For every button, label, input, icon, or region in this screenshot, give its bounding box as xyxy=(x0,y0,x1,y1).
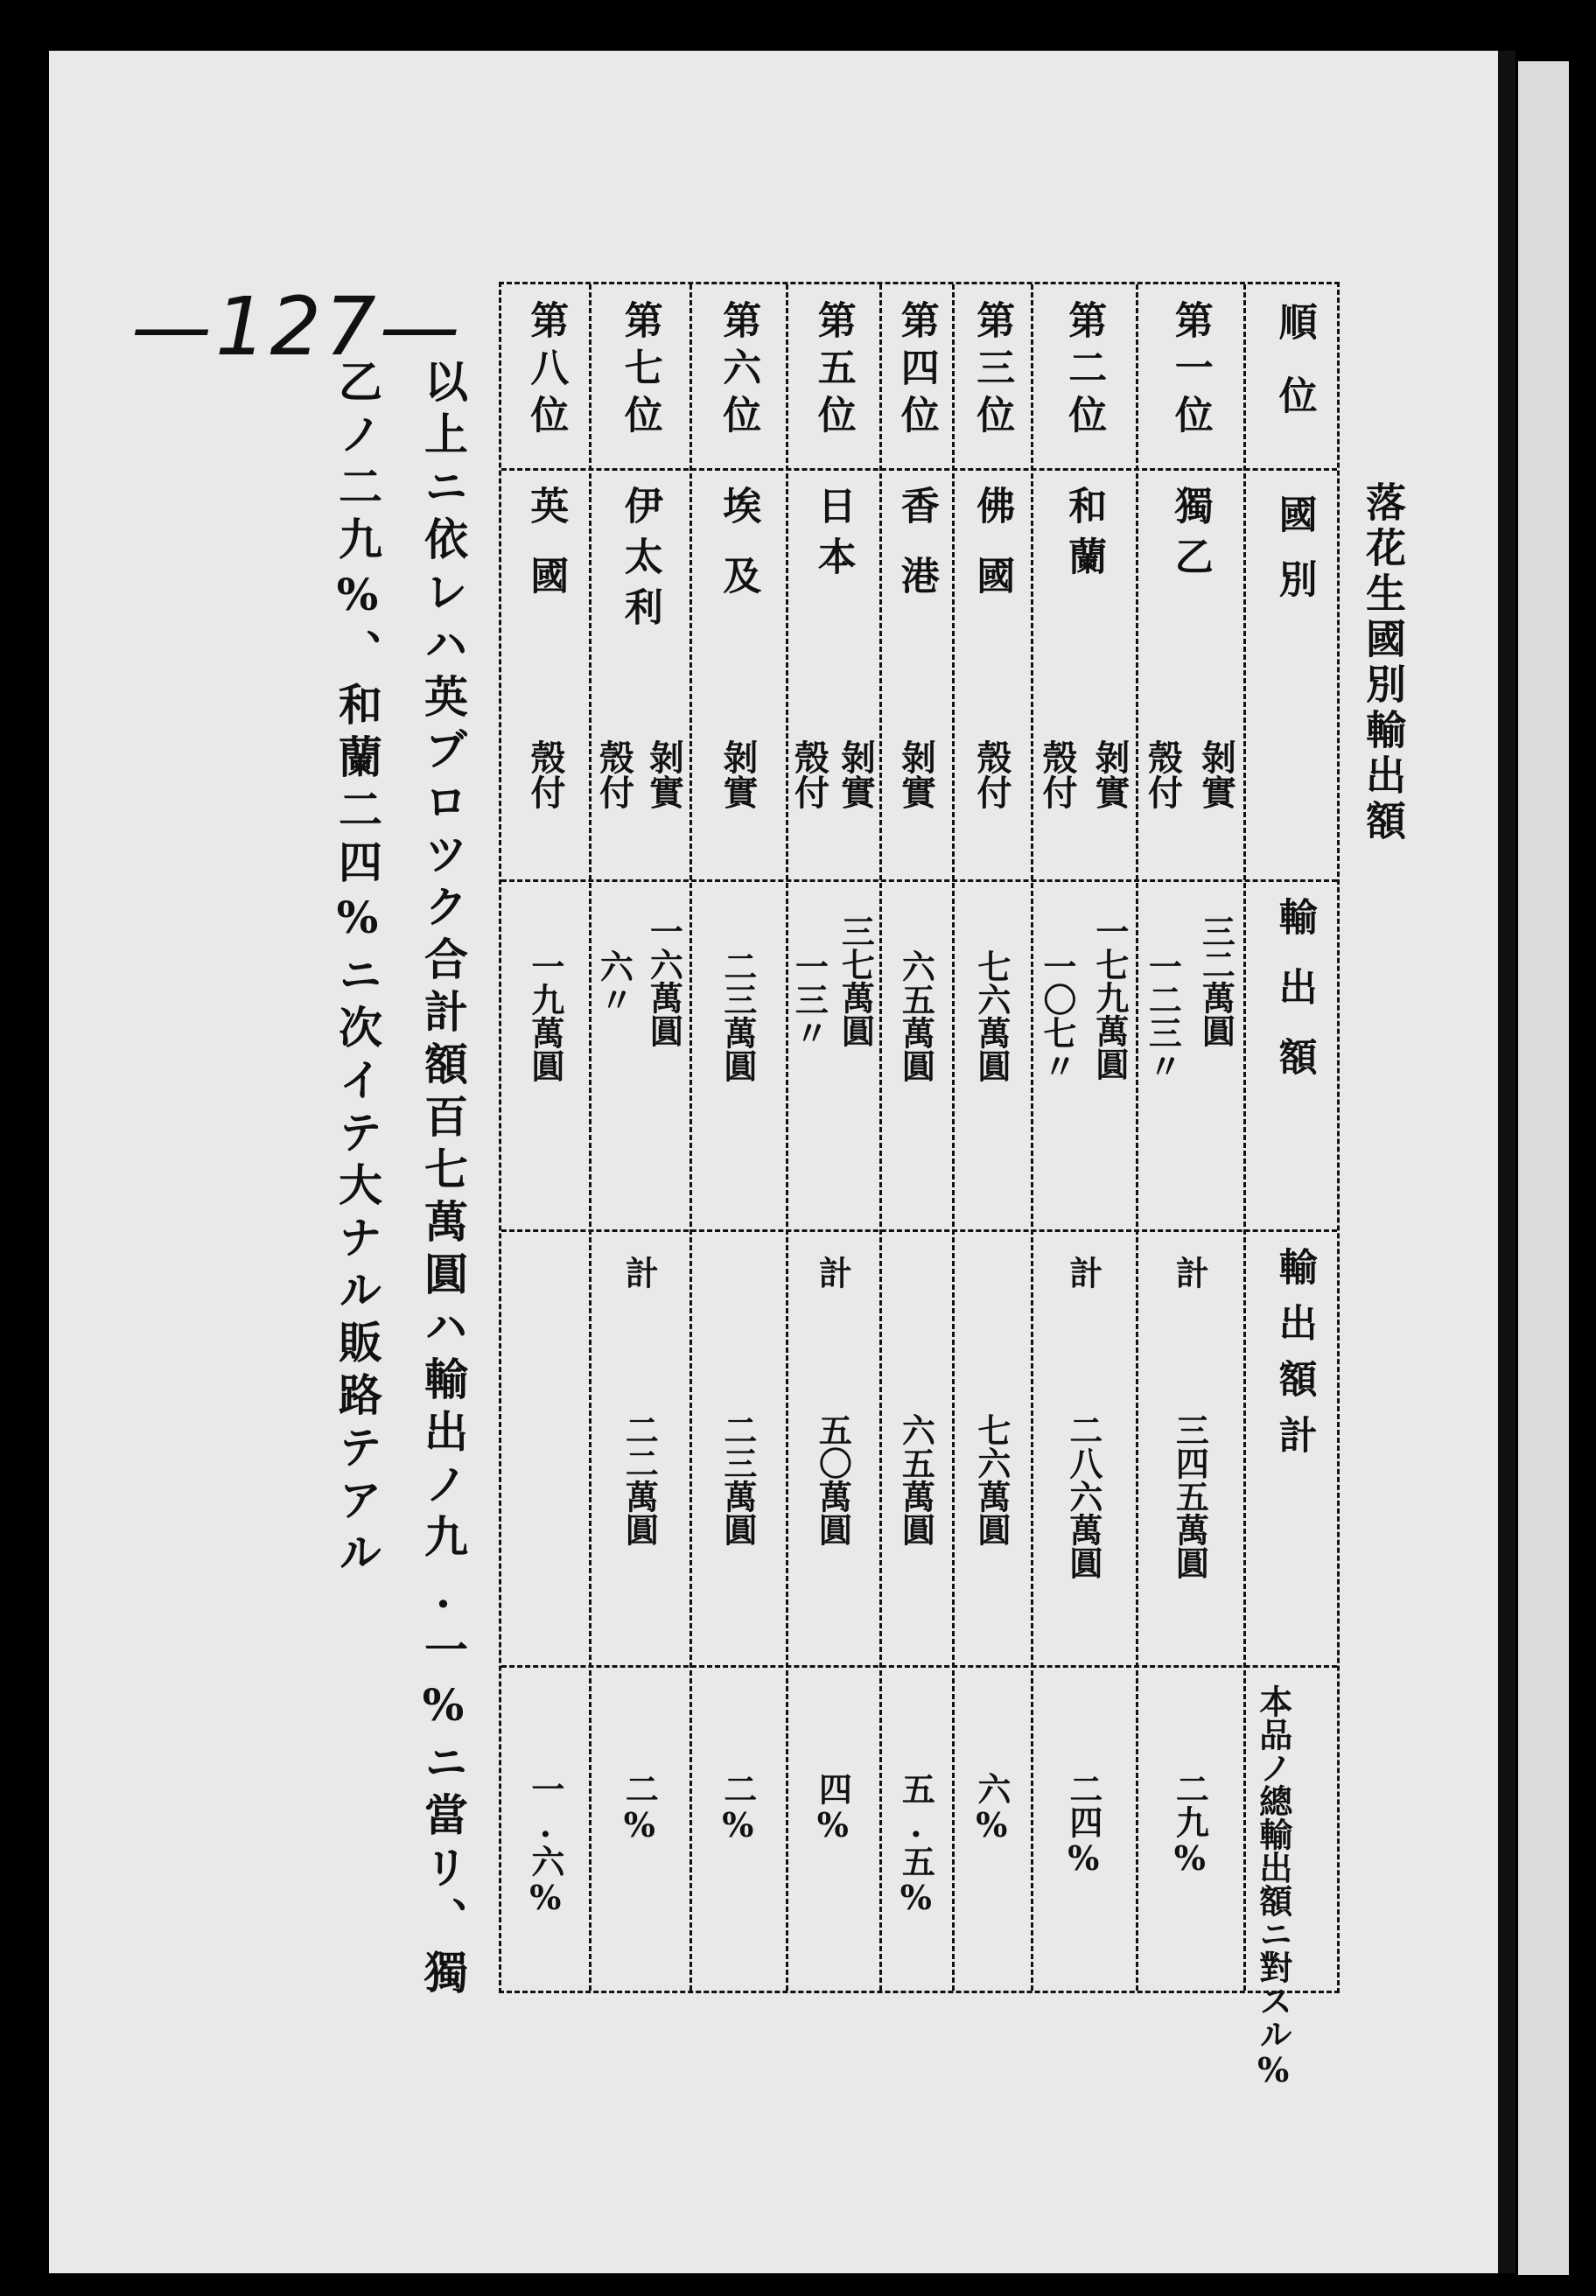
row-divider-header xyxy=(501,468,1337,471)
amount-cell: 二三萬圓 xyxy=(718,949,758,1082)
share-cell: 四% xyxy=(813,1772,853,1844)
rank-cell: 第八位 xyxy=(523,300,569,442)
amount-cell: 一〇七〃 xyxy=(1037,949,1077,1082)
total-label-cell: 計 xyxy=(1063,1256,1103,1289)
detail-cell: 殼付 xyxy=(1037,739,1078,809)
detail-cell: 剝實 xyxy=(1089,739,1130,809)
detail-cell: 剝實 xyxy=(1195,739,1237,809)
detail-cell: 殼付 xyxy=(593,739,635,809)
total-cell: 二二萬圓 xyxy=(620,1413,660,1546)
rank-cell: 第一位 xyxy=(1167,300,1213,442)
body-line: 乙ノ二九%、和蘭二四%ニ次イテ大ナル販路テアル xyxy=(332,359,383,1582)
detail-cell: 剝實 xyxy=(835,739,877,809)
share-cell: 二% xyxy=(620,1772,660,1844)
col-divider-8 xyxy=(1243,284,1246,1991)
country-cell: 獨乙 xyxy=(1167,486,1213,587)
body-line: 以上ニ依レハ英ブロツク合計額百七萬圓ハ輸出ノ九.一%ニ當リ、獨 xyxy=(417,359,469,2002)
detail-cell: 殼付 xyxy=(971,739,1012,809)
country-cell: 伊太利 xyxy=(617,486,662,638)
total-cell: 二三萬圓 xyxy=(718,1413,758,1546)
total-cell: 六五萬圓 xyxy=(896,1413,936,1546)
total-cell: 三四五萬圓 xyxy=(1170,1413,1210,1579)
detail-cell: 剝實 xyxy=(718,739,759,809)
detail-cell: 殼付 xyxy=(525,739,566,809)
header-country: 國別 xyxy=(1271,494,1317,624)
total-cell: 五〇萬圓 xyxy=(813,1413,853,1546)
detail-cell: 剝實 xyxy=(643,739,685,809)
total-label-cell: 計 xyxy=(813,1256,853,1289)
country-cell: 日本 xyxy=(810,486,856,587)
book-spine xyxy=(1498,51,1516,2273)
share-cell: 二四% xyxy=(1063,1772,1103,1878)
rank-cell: 第二位 xyxy=(1061,300,1107,442)
amount-cell: 一七九萬圓 xyxy=(1089,914,1130,1081)
detail-cell: 剝實 xyxy=(895,739,937,809)
export-table xyxy=(499,282,1340,2090)
row-divider-total xyxy=(501,1665,1337,1668)
country-cell: 英國 xyxy=(523,486,569,626)
country-cell: 香港 xyxy=(893,486,939,626)
country-cell: 佛國 xyxy=(970,486,1015,626)
country-cell: 埃及 xyxy=(716,486,761,626)
share-cell: 二% xyxy=(718,1772,758,1844)
total-label-cell: 計 xyxy=(620,1256,660,1289)
rank-cell: 第三位 xyxy=(970,300,1015,442)
rank-cell: 第六位 xyxy=(716,300,761,442)
row-divider-amount xyxy=(501,1229,1337,1232)
header-export-total: 輸出額計 xyxy=(1271,1247,1317,1471)
amount-cell: 六〃 xyxy=(594,949,634,1016)
amount-cell: 一三〃 xyxy=(789,949,830,1049)
amount-cell: 三七萬圓 xyxy=(836,914,876,1047)
amount-cell: 三二萬圓 xyxy=(1196,914,1236,1047)
page-number: —127— xyxy=(131,280,464,374)
header-rank: 順位 xyxy=(1271,302,1317,449)
country-cell: 和蘭 xyxy=(1061,486,1107,587)
share-cell: 五.五% xyxy=(896,1772,936,1917)
rank-cell: 第四位 xyxy=(893,300,939,442)
amount-cell: 一六萬圓 xyxy=(644,914,684,1047)
rank-cell: 第七位 xyxy=(617,300,662,442)
share-cell: 六% xyxy=(971,1772,1012,1844)
header-export-amount: 輸出額 xyxy=(1271,897,1317,1107)
share-cell: 一.六% xyxy=(525,1772,565,1917)
total-label-cell: 計 xyxy=(1170,1256,1210,1289)
total-cell: 二八六萬圓 xyxy=(1063,1413,1103,1579)
header-share: 本品ノ總輸出額ニ對スル% xyxy=(1253,1684,1293,2090)
detail-cell: 殼付 xyxy=(1142,739,1184,809)
table-title: 落花生國別輸出額 xyxy=(1360,481,1407,845)
total-cell: 七六萬圓 xyxy=(971,1413,1012,1546)
amount-cell: 六五萬圓 xyxy=(896,949,936,1082)
detail-cell: 殼付 xyxy=(788,739,830,809)
amount-cell: 一九萬圓 xyxy=(525,949,565,1082)
amount-cell: 一二三〃 xyxy=(1143,949,1183,1082)
rank-cell: 第五位 xyxy=(810,300,856,442)
share-cell: 二九% xyxy=(1170,1772,1210,1878)
amount-cell: 七六萬圓 xyxy=(971,949,1012,1082)
facing-page-edge xyxy=(1518,61,1569,2275)
row-divider-country xyxy=(501,879,1337,882)
